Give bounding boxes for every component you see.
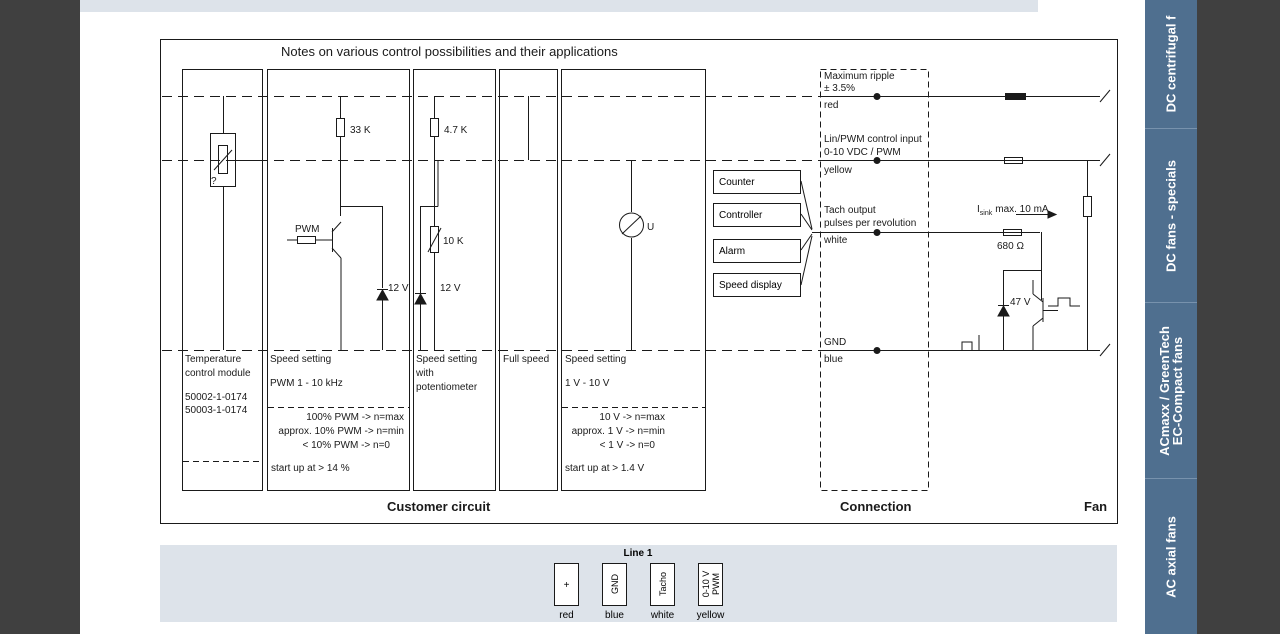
conn-control: 0-10 VDC / PWM (824, 147, 901, 158)
device-counter: Counter (719, 177, 755, 188)
pwm-resistor-label: 33 K (350, 125, 371, 136)
connection-box (821, 70, 929, 491)
volt-rule: approx. 1 V -> n=min (571, 426, 665, 437)
isink-label: $I_{sink}$ max. 10 mA (977, 204, 1049, 217)
conn-control: Lin/PWM control input (824, 134, 922, 145)
label-customer-circuit: Customer circuit (387, 499, 491, 514)
pin-symbol: Tacho (658, 571, 668, 597)
resistor-pwm (298, 237, 316, 244)
device-alarm: Alarm (719, 246, 746, 257)
tab-label: AC axial fans (1163, 515, 1179, 598)
tab-label: DC centrifugal f (1163, 15, 1179, 113)
pot-title: Speed setting (416, 354, 478, 365)
device-speed-display: Speed display (719, 280, 782, 291)
device-controller: Controller (719, 210, 763, 221)
wire-color-red: red (824, 100, 839, 111)
pin-color: yellow (696, 610, 725, 621)
pot-resistor-label: 4.7 K (444, 125, 468, 136)
pin-symbol: PWM (711, 573, 721, 595)
diagram-title: Notes on various control possibilities and their applications (281, 44, 618, 59)
pwm-input-label: PWM (295, 224, 320, 235)
pinout-title: Line 1 (623, 548, 653, 559)
volt-title: Speed setting (565, 354, 627, 365)
tab-label: ACmaxx / GreenTech EC-Compact fans (1157, 325, 1185, 456)
pot-value-label: 10 K (443, 236, 464, 247)
label-fan: Fan (1084, 499, 1108, 514)
pin-symbol: GND (610, 574, 620, 594)
volt-range: 1 V - 10 V (565, 378, 610, 389)
pot-title: potentiometer (416, 382, 478, 393)
conn-gnd: GND (824, 337, 847, 348)
conn-tach: Tach output (824, 205, 876, 216)
pin-color: red (559, 610, 574, 621)
pin-color: white (650, 610, 675, 621)
wire-color-yellow: yellow (824, 165, 852, 176)
volt-rule: < 1 V -> n=0 (599, 440, 655, 451)
part-number: 50002-1-0174 (185, 392, 248, 403)
conn-tach: pulses per revolution (824, 218, 917, 229)
resistor-33k (337, 119, 345, 137)
conn-ripple: ± 3.5% (824, 83, 856, 94)
module-name: control module (185, 368, 251, 379)
conn-ripple: Maximum ripple (824, 71, 895, 82)
volt-start: start up at > 1.4 V (565, 463, 645, 474)
inductor (1006, 94, 1026, 100)
volt-rule: 10 V -> n=max (599, 412, 665, 423)
pwm-start: start up at > 14 % (271, 463, 350, 474)
wire-color-blue: blue (824, 354, 843, 365)
wire-color-white: white (824, 235, 848, 246)
label-connection: Connection (840, 499, 912, 514)
meter-label: U (647, 222, 655, 233)
fan-resistor-label: 680 Ω (997, 241, 1024, 252)
pot-zener-label: 12 V (440, 283, 461, 294)
fan-zener-label: 47 V (1010, 297, 1031, 308)
pwm-rule: approx. 10% PWM -> n=min (278, 426, 404, 437)
pwm-rule: 100% PWM -> n=max (306, 412, 404, 423)
pwm-title: Speed setting (270, 354, 332, 365)
pin-symbol: 0-10 V (701, 570, 711, 598)
part-number: 50003-1-0174 (185, 405, 248, 416)
pot-title: with (416, 368, 434, 379)
pin-color: blue (605, 610, 624, 621)
module-box-temperature (183, 70, 263, 491)
sensor-glyph: ? (211, 176, 217, 187)
full-speed-title: Full speed (503, 354, 550, 365)
pwm-rule: < 10% PWM -> n=0 (302, 440, 390, 451)
module-name: Temperature (185, 354, 242, 365)
resistor-4k7 (431, 119, 439, 137)
tab-label: DC fans - specials (1163, 159, 1179, 272)
pwm-zener-label: 12 V (388, 283, 409, 294)
pin-symbol: + (563, 580, 570, 591)
pinout-panel (160, 545, 1117, 622)
tach-devices (714, 171, 801, 297)
pwm-range: PWM 1 - 10 kHz (270, 378, 343, 389)
resistor-pullup (1084, 197, 1092, 217)
